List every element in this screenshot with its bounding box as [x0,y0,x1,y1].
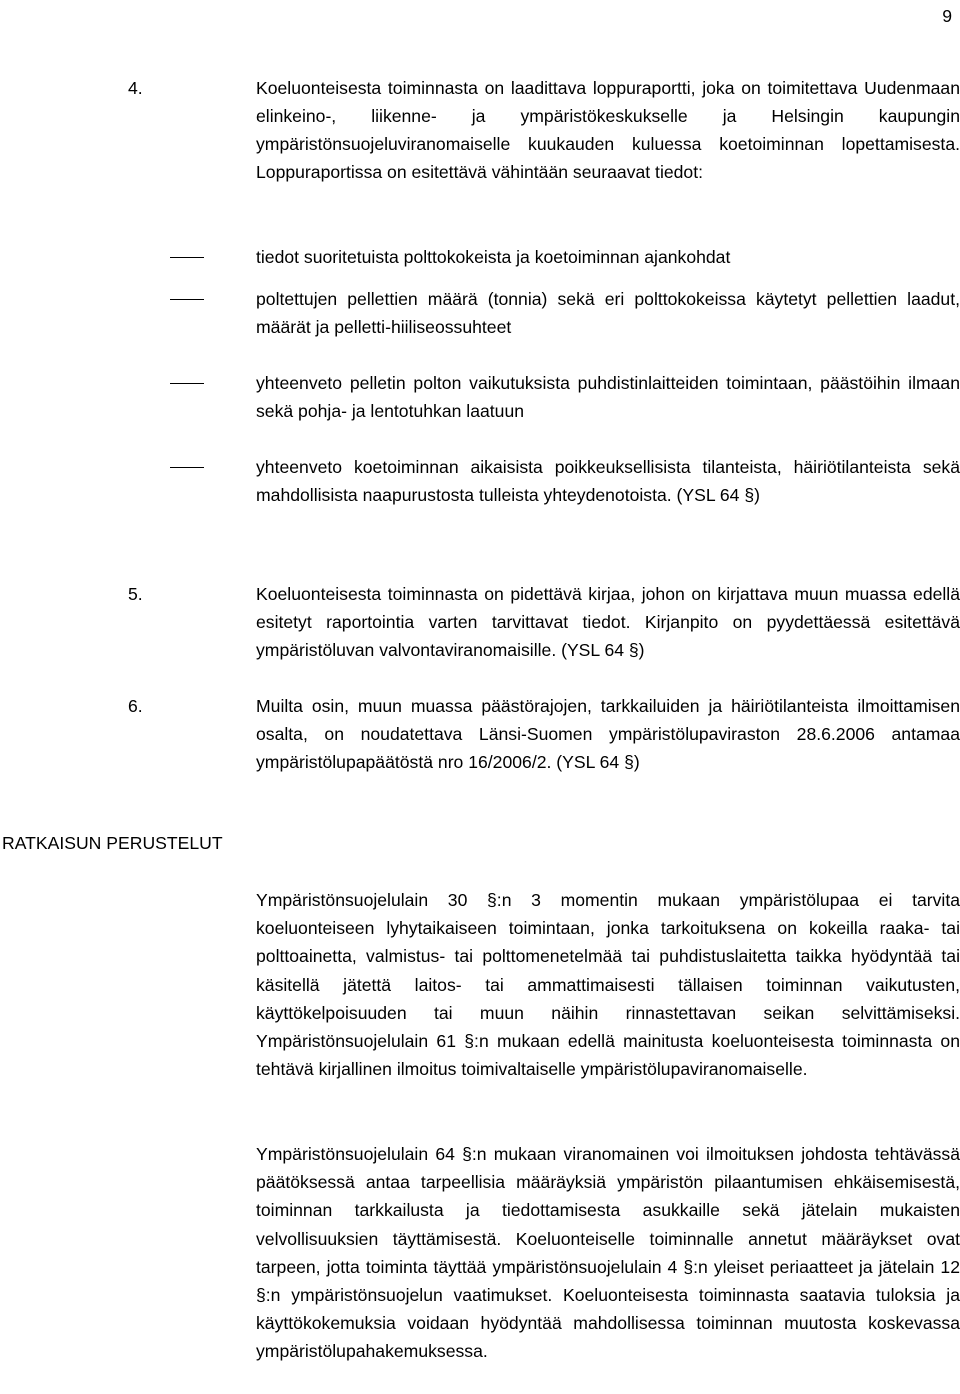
dash-bullet-icon [170,257,204,258]
dash-bullet-icon [170,299,204,300]
item-text: Koeluonteisesta toiminnasta on laadittava loppuraportti, joka on toimitettava Uudenmaan elinkeino-, liikenne- ja ympäristökeskukselle ja Helsingin kaupungin ympäristönsuojeluviranomaiselle kuukauden kuluessa koetoiminnan lopettamisesta. Loppuraportissa on esitettävä vähintään seuraavat tiedot: [256,78,960,182]
item-number: 6. [128,696,143,716]
bullet-item: yhteenveto pelletin polton vaikutuksista puhdistinlaitteiden toimintaan, päästöihin ilmaan sekä pohja- ja lentotuhkan laatuun [256,373,960,421]
item-text: Muilta osin, muun muassa päästörajojen, tarkkailuiden ja häiriötilanteista ilmoittamisen osalta, on noudatettava Länsi-Suomen ympäristölupaviraston 28.6.2006 antamaa ympäristölupapäätöstä nro 16/2006/2. (YSL 64 §) [256,696,960,772]
bullet-item: tiedot suoritetuista polttokokeista ja koetoiminnan ajankohdat [256,247,731,267]
dash-bullet-icon [170,383,204,384]
item-text: Koeluonteisesta toiminnasta on pidettävä kirjaa, johon on kirjattava muun muassa edellä esitetyt raportointia varten tarvittavat tiedot. Kirjanpito on pyydettäessä esitettävä ympäristöluvan valvontaviranomaisille. (YSL 64 §) [256,584,960,660]
rationale-paragraph: Ympäristönsuojelulain 30 §:n 3 momentin mukaan ympäristölupaa ei tarvita koeluonteiseen lyhytaikaiseen toimintaan, jonka tarkoituksena on kokeilla raaka- tai polttoainetta, valmistus- tai polttomenetelmää tai puhdistuslaitetta taikka hyödyntää tai käsitellä jätettä laitos- tai ammattimaisesti tällaisen toiminnan vaikutusten, käyttökelpoisuuden tai muun näihin rinnastettavan seikan selvittämiseksi. Ympäristönsuojelulain 61 §:n mukaan edellä mainitusta koeluonteisesta toiminnasta on tehtävä kirjallinen ilmoitus toimivaltaiselle ympäristölupaviranomaiselle. [256,890,960,1080]
section-heading: RATKAISUN PERUSTELUT [2,833,223,853]
bullet-item: yhteenveto koetoiminnan aikaisista poikkeuksellisista tilanteista, häiriötilanteista sekä mahdollisista naapurustosta tulleista yhteydenotoista. (YSL 64 §) [256,457,960,505]
rationale-paragraph: Ympäristönsuojelulain 64 §:n mukaan viranomainen voi ilmoituksen johdosta tehtävässä päätöksessä antaa tarpeellisia määräyksiä ympäristön pilaantumisen ehkäisemisestä, toiminnan tarkkailusta ja tiedottamisesta asukkaille sekä jätelain mukaisten velvollisuuksien täyttämisestä. Koeluonteiselle toiminnalle annetut määräykset ovat tarpeen, jotta toiminta täyttää ympäristönsuojelulain 4 §:n yleiset periaatteet ja jätelain 12 §:n ympäristönsuojelun vaatimukset. Koeluonteisesta toiminnasta saatavia tuloksia ja käyttökokemuksia voidaan hyödyntää mahdollisessa toiminnan muutosta koskevassa ympäristölupahakemuksessa. [256,1144,960,1362]
page-number: 9 [942,6,952,26]
item-number: 4. [128,78,143,98]
item-number: 5. [128,584,143,604]
dash-bullet-icon [170,467,204,468]
bullet-item: poltettujen pellettien määrä (tonnia) sekä eri polttokokeissa käytetyt pellettien laadut, määrät ja pelletti-hiiliseossuhteet [256,289,960,337]
